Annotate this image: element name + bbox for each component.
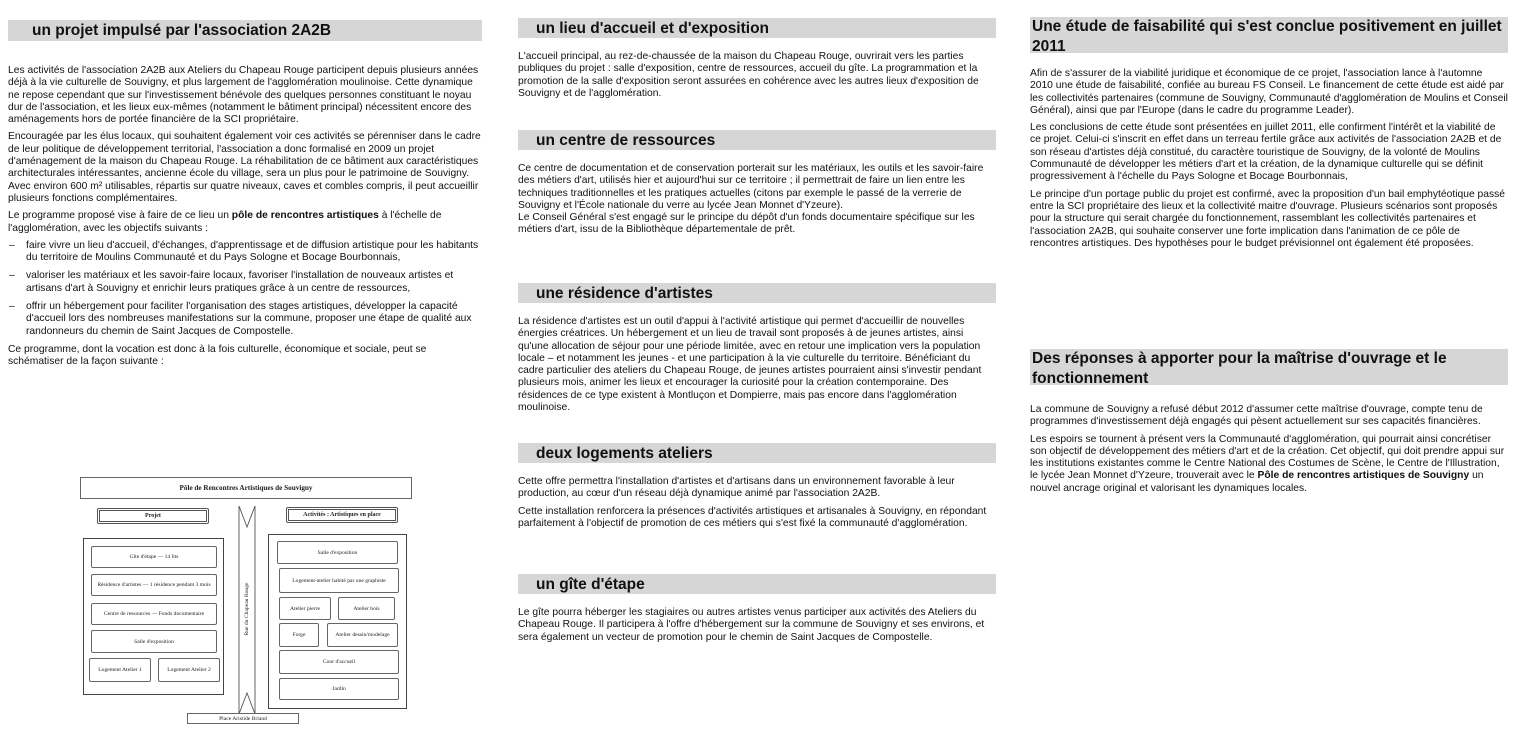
section-heading-etude: Une étude de faisabilité qui s'est conclue positivement en juillet 2011 [1030, 17, 1508, 53]
diagram-box-residence: Résidence d'artistes — 1 résidence pendant 3 mois [91, 574, 217, 596]
paragraph: Le gîte pourra héberger les stagiaires ou autres artistes venus participer aux activités des Ateliers du Chapeau Rouge. Il participera à l'offre d'hébergement sur la commune de Souvigny et ses environs, et sera également un vecteur de promotion pour le chemin de Saint Jacques de Compostelle. [518, 607, 985, 643]
section-heading-ressources: un centre de ressources [518, 130, 996, 150]
section-body-accueil [518, 51, 996, 105]
diagram-box-atelier-bois: Atelier bois [338, 597, 395, 620]
section-body-reponses [1030, 404, 1508, 500]
paragraph: La commune de Souvigny a refusé début 2012 d'assumer cette maîtrise d'ouvrage, compte tenu de programmes d'investissement déjà engagés qui pèsent actuellement sur ses capacités financières. [1030, 404, 1483, 428]
section-heading-reponses: Des réponses à apporter pour la maîtrise d'ouvrage et le fonctionnement [1030, 349, 1508, 385]
diagram-box-jardin: Jardin [279, 678, 399, 700]
diagram-box-cour: Cour d'accueil [279, 650, 399, 674]
list-item: – faire vivre un lieu d'accueil, d'échanges, d'apprentissage et de diffusion artistique pour les habitants du territoire de Moulins Communauté et du Pays Sologne et Bocage Bourbonnais, [8, 240, 482, 265]
paragraph: Les conclusions de cette étude sont présentées en juillet 2011, elle confirment l'intérêt et la viabilité de ce projet. Celui-ci s'inscrit en effet dans un terreau fertile grâce aux activités de l'association 2A2B et de son réseau d'artistes déjà constitué, du caractère touristique de Souvigny, de la volonté de Moulins Communauté de développer les métiers d'art et la création, de la dynamique culturelle qui se définit progressivement à l'échelle du Pays Sologne et Bocage Bourbonnais, [1030, 122, 1502, 183]
section-body-etude [1030, 68, 1508, 255]
section-heading-accueil: un lieu d'accueil et d'exposition [518, 18, 996, 38]
paragraph: Le Conseil Général s'est engagé sur le principe du dépôt d'un fonds documentaire spécifique sur les métiers d'art, issu de la Bibliothèque départementale de prêt. [518, 212, 975, 236]
paragraph: La résidence d'artistes est un outil d'appui à l'activité artistique qui permet d'accueillir de nouvelles énergies créatrices. Un hébergement et un lieu de travail sont proposés à de jeunes artistes, ainsi qu'une allocation de séjour pour une période limitée, avec en retour une implication vers la population locale – et notamment les jeunes - et une participation à la vie culturelle du territoire. Bénéficiant du cadre particulier des ateliers du Chapeau Rouge, de jeunes artistes pourraient ainsi s'investir pendant plusieurs mois, animer les lieux et encourager la curiosité pour la création contemporaine. Des résidences de ce type existent à Montluçon et Dompierre, mais pas encore dans l'agglomération moulinoise. [518, 316, 982, 414]
bold-text: Pôle de rencontres artistiques de Souvigny [1257, 470, 1470, 482]
paragraph: Encouragée par les élus locaux, qui souhaitent également voir ces activités se pérenniser dans le cadre de leur politique de développement territorial, l'association a donc formalisé en 2009 un projet d'aménagement de la maison du Chapeau Rouge. La réhabilitation de ce bâtiment aux caractéristiques architecturales intéressantes, ancienne école du village, sera un plus pour le patrimoine de Souvigny. Avec environ 600 m² utilisables, répartis sur quatre niveaux, caves et combles compris, il peut accueillir plusieurs fonctions complémentaires. [8, 131, 481, 204]
text-run: un nouvel ancrage original et valorisant les dynamiques locales. [1030, 470, 1484, 494]
section-body-ressources [518, 163, 996, 242]
diagram-title: Pôle de Rencontres Artistiques de Souvigny [80, 477, 412, 499]
section-heading-logements: deux logements ateliers [518, 443, 996, 463]
paragraph [8, 210, 482, 235]
diagram-box-logement-graphiste: Logement-atelier habité par une graphiste [279, 568, 399, 593]
bold-text: pôle de rencontres artistiques [231, 210, 379, 222]
diagram-label-activites: Activités : Artistiques en place [286, 507, 398, 523]
paragraph [1030, 434, 1508, 495]
text-run: Le programme proposé vise à faire de ce lieu un [8, 210, 232, 222]
section-body-logements [518, 476, 996, 535]
text-run: Les espoirs se tournent à présent vers la Communauté d'agglomération, qui pourrait ainsi concrétiser son objectif de développement des métiers d'art et de la création. Cet objectif, qui doit prendre appui sur les institutions existantes comme le Centre National des Costumes de Scène, le Centre de l'Illustration, le lycée Jean Monnet d'Yzeure, trouverait avec le [1030, 433, 1505, 482]
diagram-street-label: Rue du Chapeau Rouge [244, 582, 250, 636]
paragraph: Cette installation renforcera la présences d'activités artistiques et artisanales à Souvigny, en répondant parfaitement à l'objectif de promotion de ces métiers qui s'est fixé la communauté d'agglomération. [518, 505, 987, 529]
project-diagram [80, 477, 412, 727]
section-body-projet [8, 65, 482, 374]
text-run: à l'échelle de l'agglomération, avec les objectifs suivants : [8, 210, 442, 234]
section-heading-projet: un projet impulsé par l'association 2A2B [8, 20, 482, 41]
diagram-box-gite: Gîte d'étape — 14 lits [91, 546, 217, 568]
paragraph: Afin de s'assurer de la viabilité juridique et économique de ce projet, l'association lance à l'automne 2010 une étude de faisabilité, confiée au bureau FS Conseil. Le financement de cette étude est aidé par les collectivités partenaires (commune de Souvigny, Communauté d'agglomération de Moulins et Conseil Général), ainsi que par l'Europe (dans le cadre du programme Leader). [1030, 68, 1508, 116]
diagram-box-centre: Centre de ressources — Fonds documentaire [91, 603, 217, 625]
diagram-place-label: Place Aristide Briand [187, 713, 299, 724]
section-body-residence [518, 316, 996, 419]
section-heading-gite: un gîte d'étape [518, 574, 996, 594]
diagram-box-salle-expo: Salle d'exposition [277, 541, 398, 564]
diagram-label-projet: Projet [97, 508, 209, 524]
paragraph: Ce centre de documentation et de conservation porterait sur les matériaux, les outils et les savoir-faire des métiers d'art, utilisés hier et aujourd'hui sur ce territoire ; il permettrait de faire un lien entre les techniques traditionnelles et les pratiques actuelles (citons par exemple le passé de la verrerie de Souvigny et l'École nationale du verre au lycée Jean Monnet d'Yzeure). [518, 163, 984, 211]
section-heading-residence: une résidence d'artistes [518, 283, 996, 303]
diagram-box-logement-1: Logement Atelier 1 [89, 658, 151, 682]
list-item: – offrir un hébergement pour faciliter l'organisation des stages artistiques, développer la capacité d'accueil lors des nombreuses manifestations sur la commune, proposer une étape de qualité aux randonneurs du chemin de Saint Jacques de Compostelle. [8, 301, 482, 338]
diagram-box-atelier-dessin: Atelier dessin/modelage [327, 623, 398, 647]
paragraph: L'accueil principal, au rez-de-chaussée de la maison du Chapeau Rouge, ouvrirait vers les parties publiques du projet : salle d'exposition, centre de ressources, accueil du gîte. La programmation et la promotion de la salle d'exposition seront assurées en cohérence avec les autres lieux d'exposition de Souvigny et de l'agglomération. [518, 51, 979, 99]
objectives-list [8, 240, 482, 338]
list-item: – valoriser les matériaux et les savoir-faire locaux, favoriser l'installation de nouveaux artistes et artisans d'art à Souvigny et enrichir leurs pratiques grâce à un centre de ressources, [8, 270, 482, 295]
diagram-box-forge: Forge [279, 623, 319, 647]
diagram-box-salle: Salle d'exposition [91, 630, 217, 653]
diagram-box-logement-2: Logement Atelier 2 [158, 658, 220, 682]
diagram-box-atelier-pierre: Atelier pierre [279, 597, 331, 620]
section-body-gite [518, 607, 996, 649]
paragraph: Les activités de l'association 2A2B aux Ateliers du Chapeau Rouge participent depuis plusieurs années déjà à la vie culturelle de Souvigny, et plus largement de l'agglomération moulinoise. Cette dynamique ne repose cependant que sur l'investissement bénévole des quelques personnes constituant le noyau dur de l'association, et les lieux eux-mêmes (notamment le bâtiment principal) nécessitent encore des aménagements hors de portée financière de la SCI propriétaire. [8, 65, 479, 126]
paragraph: Cette offre permettra l'installation d'artistes et d'artisans dans un environnement favorable à leur production, au cœur d'un réseau déjà dynamique animé par l'association 2A2B. [518, 476, 955, 500]
paragraph: Le principe d'un portage public du projet est confirmé, avec la proposition d'un bail emphytéotique passé entre la SCI propriétaire des lieux et la collectivité maitre d'ouvrage. Plusieurs scénarios sont proposés pour la structure qui serait chargée du fonctionnement, rassemblant les collectivités partenaires et l'association 2A2B, qui souhaite conserver une forte implication dans l'animation de ce pôle de rencontres artistiques. Des hypothèses pour le budget prévisionnel ont également été proposées. [1030, 188, 1506, 249]
paragraph: Ce programme, dont la vocation est donc à la fois culturelle, économique et sociale, peut se schématiser de la façon suivante : [8, 343, 427, 368]
